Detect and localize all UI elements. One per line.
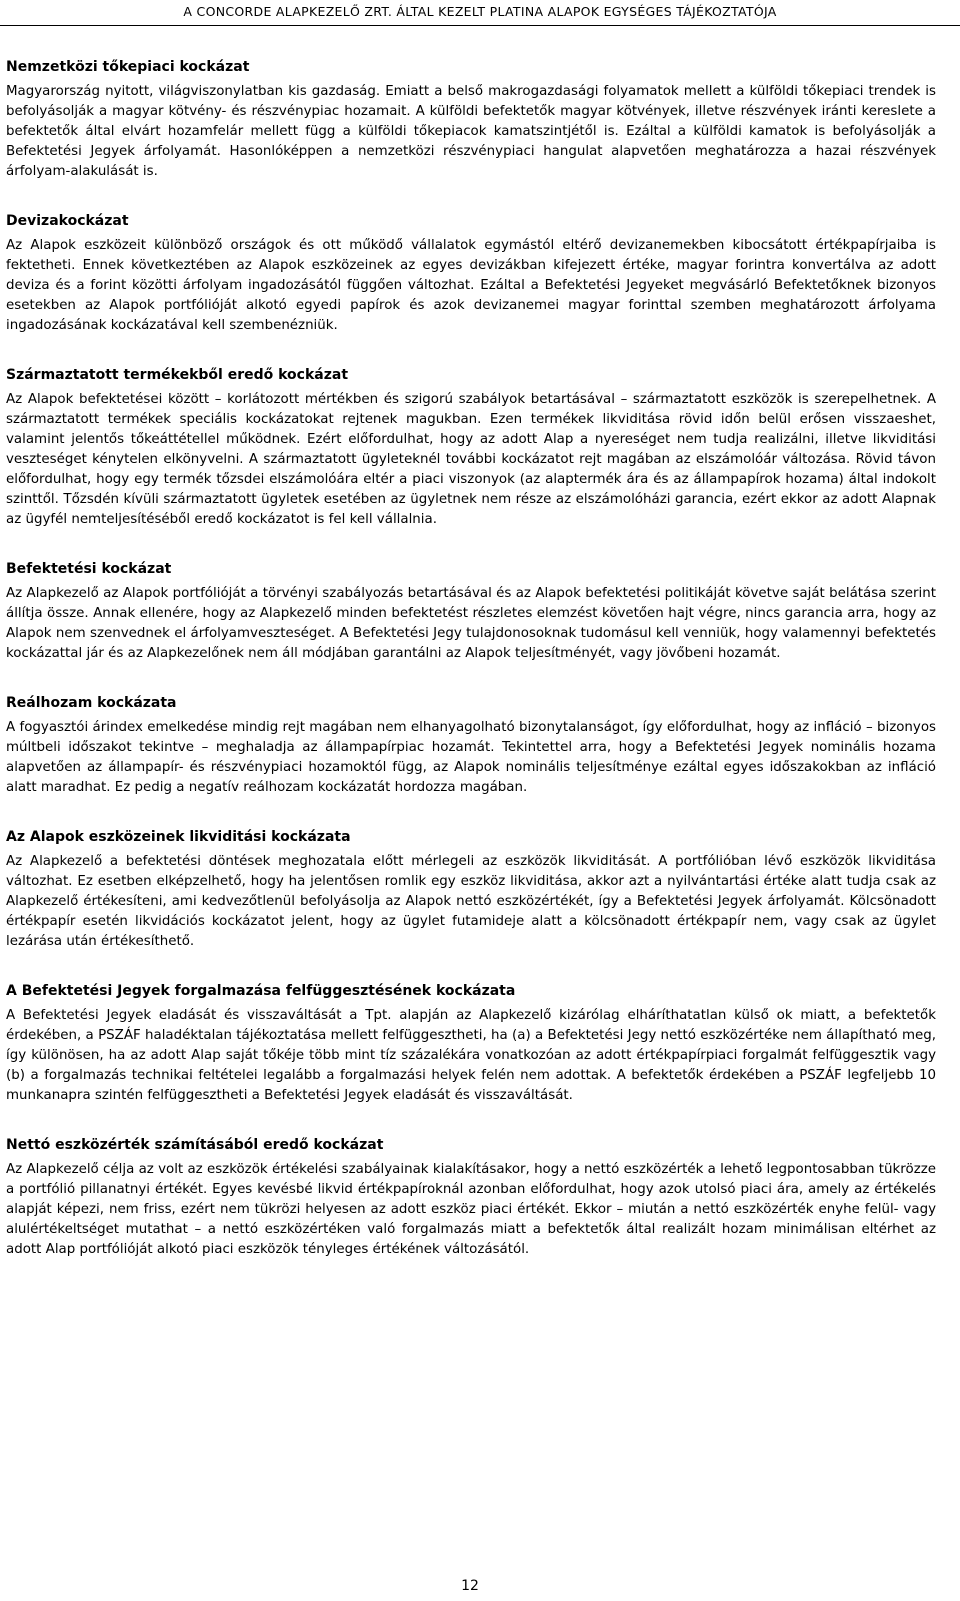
section-investment-risk: [6, 560, 936, 664]
section-heading: Az Alapok eszközeinek likviditási kockázata: [6, 829, 351, 845]
section-international-capital-market-risk: [6, 58, 936, 182]
document-header: [0, 0, 960, 26]
section-paragraph: Az Alapok befektetései között – korlátozott mértékben és szigorú szabályok betartásával – származtatott eszközök is szerepelhetnek. A származtatott termékek speciális kockázatokat rejtenek magukban. Ezen termékek likviditása rövid időn belül erősen visszaeshet, valamint jelentős tőkeáttétellel működnek. Ezért előfordulhat, hogy az adott Alap a nyereséget nem tudja realizálni, illetve likviditási veszteséget kénytelen elkönyvelni. A származtatott ügyleteknél további kockázatot rejt magában az elszámolóár változása. Rövid távon előfordulhat, hogy egy termék tőzsdei elszámolóára eltér a piaci viszonyok (az alaptermék ára és az állampapírok hozama) által indokolt szinttől. Tőzsdén kívüli származtatott ügyletek esetében az ügyletnek nem része az elszámolóházi garancia, ezért ekkor az adott Alapnak az ügyfél nemteljesítéséből eredő kockázatot is fel kell vállalnia.: [6, 392, 936, 527]
section-heading: Devizakockázat: [6, 213, 129, 229]
page-content: [6, 58, 936, 1290]
section-derivatives-risk: [6, 366, 936, 530]
section-paragraph: Az Alapok eszközeit különböző országok és ott működő vállalatok egymástól eltérő devizanemekben kibocsátott értékpapírjaiba is fektetheti. Ennek következtében az Alapok eszközeinek az egyes devizákban kifejezett értéke, magyar forintra konvertálva az adott deviza és a forint közötti árfolyam ingadozásától függően változhat. Ezáltal a Befektetési Jegyeket megvásárló Befektetőknek bizonyos esetekben az Alapok portfólióját alkotó egyedi papírok és azok devizanemei magyar forinttal szemben meghatározott árfolyama ingadozásának kockázatával kell szembenézniük.: [6, 238, 936, 333]
section-paragraph: Az Alapkezelő az Alapok portfólióját a törvényi szabályozás betartásával és az Alapok befektetési politikáját követve saját belátása szerint állítja össze. Annak ellenére, hogy az Alapkezelő minden befektetést részletes elemzést követően hajt végre, nincs garancia arra, hogy az Alapok nem szenvednek el árfolyamveszteséget. A Befektetési Jegy tulajdonosoknak tudomásul kell venniük, hogy valamennyi befektetés kockázattal jár és az Alapkezelőnek nem áll módjában garantálni az Alapok teljesítményét, vagy jövőbeni hozamát.: [6, 586, 936, 661]
section-asset-liquidity-risk: [6, 828, 936, 952]
section-paragraph: Az Alapkezelő a befektetési döntések meghozatala előtt mérlegeli az eszközök likviditását. A portfólióban lévő eszközök likviditása változhat. Ez esetben elképzelhető, hogy ha jelentősen romlik egy eszköz likviditása, akkor azt a nyilvántartási értéke alatt tudja csak az Alapkezelő értékesíteni, ami kedvezőtlenül befolyásolja az Alapok nettó eszközértékét, így a Befektetési Jegyek árfolyamát. Kölcsönadott értékpapír esetén likvidációs kockázatot jelent, hogy az ügylet futamideje alatt a kölcsönadott értékpapír nem, vagy csak az ügylet lezárása után értékesíthető.: [6, 854, 936, 949]
section-currency-risk: [6, 212, 936, 336]
section-paragraph: Magyarország nyitott, világviszonylatban kis gazdaság. Emiatt a belső makrogazdasági folyamatok mellett a külföldi tőkepiaci trendek is befolyásolják a magyar kötvény- és részvénypiac hozamait. A külföldi befektetők magyar kötvények, illetve részvények iránti kereslete a befektetők által elvárt hozamfelár mellett függ a külföldi tőkepiacok kamatszintjétől is. Ezáltal a külföldi kamatok is befolyásolják a Befektetési Jegyek árfolyamát. Hasonlóképpen a nemzetközi részvénypiaci hangulat alapvetően meghatározza a hazai részvények árfolyam-alakulását is.: [6, 84, 936, 179]
header-title: A CONCORDE ALAPKEZELŐ ZRT. ÁLTAL KEZELT PLATINA ALAPOK EGYSÉGES TÁJÉKOZTATÓJA: [183, 4, 777, 19]
section-heading: Reálhozam kockázata: [6, 695, 177, 711]
section-distribution-suspension-risk: [6, 982, 936, 1106]
page-number: 12: [461, 1578, 479, 1594]
section-heading: Nemzetközi tőkepiaci kockázat: [6, 59, 250, 75]
section-heading: Nettó eszközérték számításából eredő kockázat: [6, 1137, 384, 1153]
section-nav-calculation-risk: [6, 1136, 936, 1260]
section-heading: Származtatott termékekből eredő kockázat: [6, 367, 349, 383]
section-paragraph: A fogyasztói árindex emelkedése mindig rejt magában nem elhanyagolható bizonytalanságot, így előfordulhat, hogy az infláció – bizonyos múltbeli időszakot tekintve – meghaladja az állampapírpiac hozamát. Tekintettel arra, hogy a Befektetési Jegyek nominális hozama alapvetően az állampapír- és részvénypiaci hozamoktól függ, az Alapok nominális teljesítménye ezáltal egyes időszakokban az infláció alatt maradhat. Ez pedig a negatív reálhozam kockázatát hordozza magában.: [6, 720, 936, 795]
section-heading: Befektetési kockázat: [6, 561, 172, 577]
section-real-return-risk: [6, 694, 936, 798]
section-paragraph: A Befektetési Jegyek eladását és visszaváltását a Tpt. alapján az Alapkezelő kizárólag elháríthatatlan külső ok miatt, a befektetők érdekében, a PSZÁF haladéktalan tájékoztatása mellett felfüggesztheti, ha (a) a Befektetési Jegy nettó eszközértéke nem állapítható meg, így különösen, ha az adott Alap saját tőkéje több mint tíz százalékára vonatkozóan az adott értékpapírpiaci forgalmát felfüggesztik vagy (b) a forgalmazás technikai feltételei legalább a forgalmazási helyek felén nem adottak. A befektetők érdekében a PSZÁF legfeljebb 10 munkanapra szintén felfüggesztheti a Befektetési Jegyek eladását és visszaváltását.: [6, 1008, 936, 1103]
section-paragraph: Az Alapkezelő célja az volt az eszközök értékelési szabályainak kialakításakor, hogy a nettó eszközérték a lehető legpontosabban tükrözze a portfólió pillanatnyi értékét. Egyes kevésbé likvid értékpapíroknál azonban előfordulhat, hogy azok utolsó piaci ára, amely az értékelés alapját képezi, nem friss, ezért nem tükrözi helyesen az adott eszköz piaci értékét. Ekkor – miután a nettó eszközérték enyhe felül- vagy alulértékeltséget mutathat – a nettó eszközértéken való forgalmazás miatt a befektetők által realizált hozam minimálisan eltérhet az adott Alap portfólióját alkotó piaci eszközök tényleges értékének változásától.: [6, 1162, 936, 1257]
section-heading: A Befektetési Jegyek forgalmazása felfüggesztésének kockázata: [6, 983, 516, 999]
